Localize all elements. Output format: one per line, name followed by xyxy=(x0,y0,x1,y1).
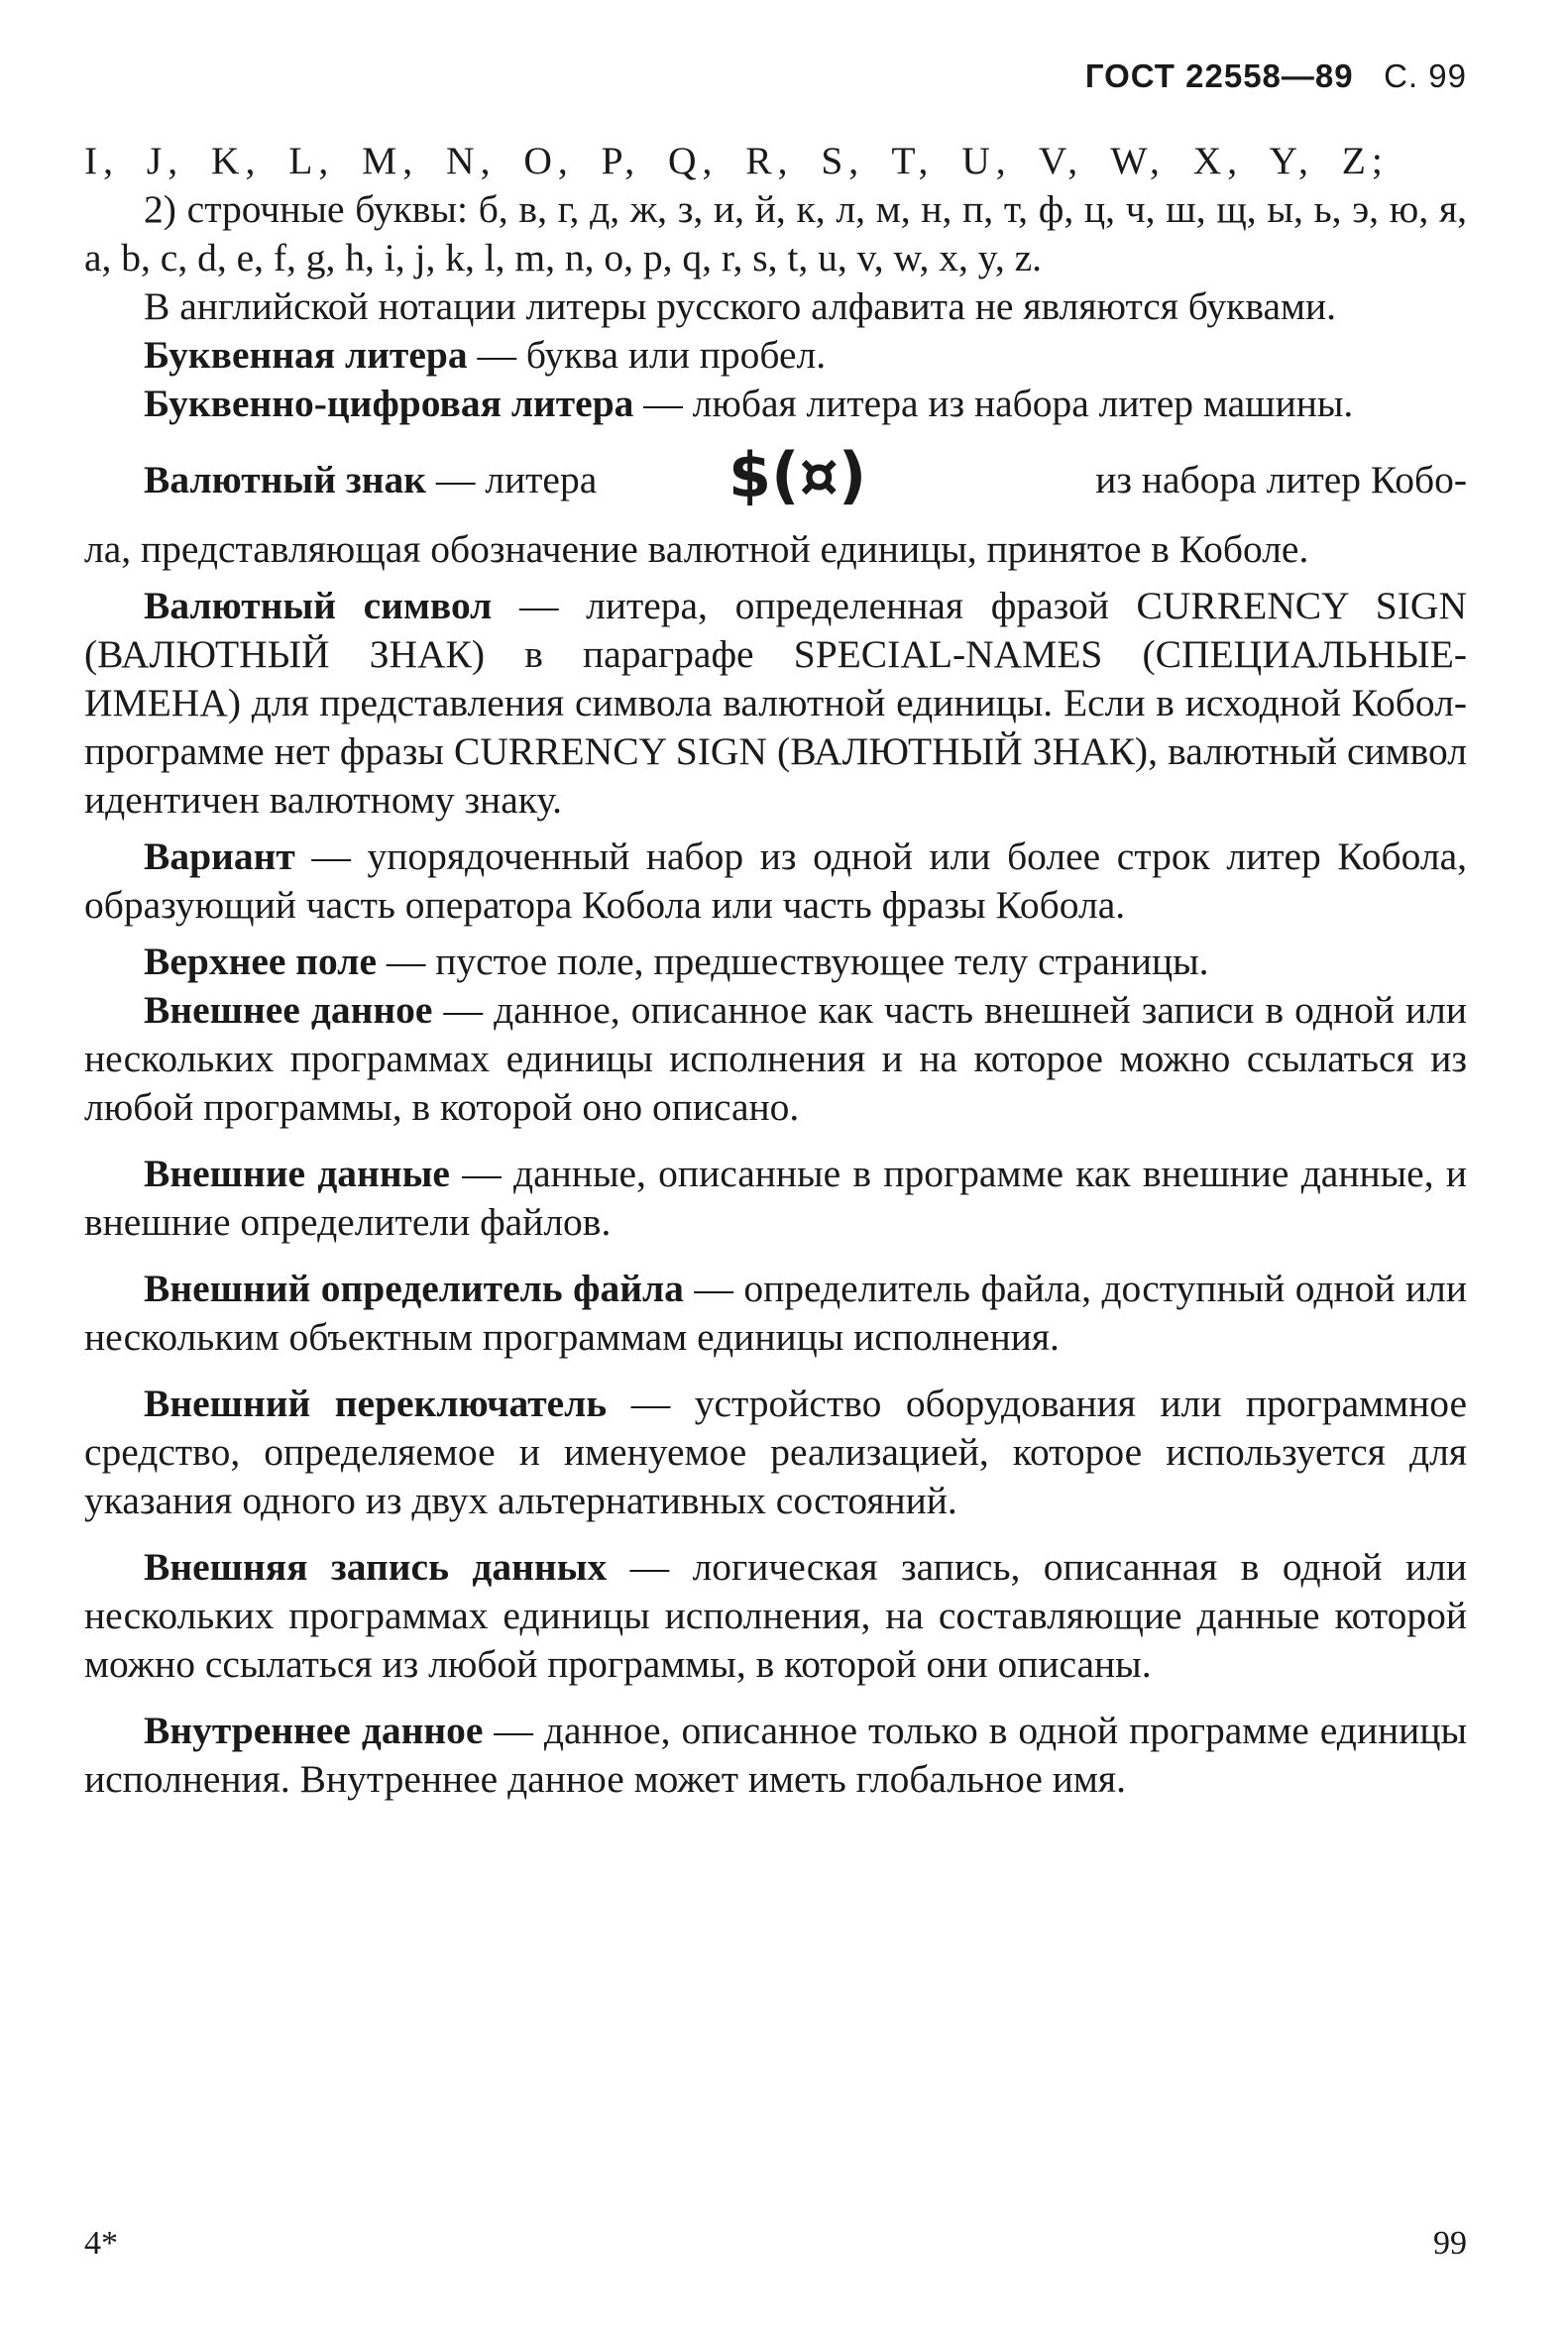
signature-mark: 4* xyxy=(84,2225,118,2262)
document-page xyxy=(84,0,1467,2329)
definition-external-file-connector xyxy=(84,1265,1467,1362)
term: Внешняя запись данных xyxy=(144,1545,608,1589)
term: Внутреннее данное xyxy=(144,1709,484,1752)
definition-text: — литера, определенная фразой CURRENCY SIGN (ВАЛЮТНЫЙ ЗНАК) в параграфе SPECIAL-NAMES (СПЕЦИАЛЬНЫЕ-ИМЕНА) для представления символа валютной единицы. Если в исходной Кобол-программе нет фразы CURRENCY SIGN (ВАЛЮТНЫЙ ЗНАК), валютный символ идентичен валютному знаку. xyxy=(84,584,1467,822)
term: Внешний переключатель xyxy=(144,1382,608,1425)
definition-alphanumeric xyxy=(84,380,1467,428)
page-header xyxy=(1085,57,1467,95)
term: Внешнее данное xyxy=(144,988,433,1032)
definition-text: — любая литера из набора литер машины. xyxy=(633,382,1354,425)
term: Внешний определитель файла xyxy=(144,1267,684,1310)
standard-number: ГОСТ 22558—89 xyxy=(1084,57,1354,94)
term: Вариант xyxy=(144,834,295,878)
definition-variant xyxy=(84,832,1467,930)
definition-internal-data-item xyxy=(84,1707,1467,1804)
definition-letter xyxy=(84,331,1467,380)
definition-external-data xyxy=(84,1150,1467,1247)
term: Внешние данные xyxy=(144,1152,450,1195)
header-page-ref: С. 99 xyxy=(1384,57,1467,94)
definition-text: — данные, описанные в программе как внешние данные, и внешние определители файлов. xyxy=(84,1152,1467,1244)
definition-external-data-record xyxy=(84,1543,1467,1689)
currency-glyph: $(¤) xyxy=(728,439,867,511)
definition-currency-symbol xyxy=(84,582,1467,825)
definition-text: — логическая запись, описанная в одной или нескольких программах единицы исполнения, на составляющие данные которой можно ссылаться из любой программы, в которой они описаны. xyxy=(84,1545,1467,1686)
definition-text: — устройство оборудования или программное средство, определяемое и именуемое реализацией, которое используется для указания одного из двух альтернативных состояний. xyxy=(84,1382,1468,1522)
definition-text: — буква или пробел. xyxy=(467,333,827,377)
definition-text: — упорядоченный набор из одной или более строк литер Кобола, образующий часть оператора Кобола или часть фразы Кобола. xyxy=(84,834,1467,927)
term: Буквенно-цифровая литера xyxy=(144,382,634,425)
definition-external-switch xyxy=(84,1380,1467,1525)
paragraph-uppercase-letters: I, J, K, L, M, N, O, P, Q, R, S, T, U, V, W, X, Y, Z; xyxy=(84,139,1389,182)
definition-text: — пустое поле, предшествующее телу страницы. xyxy=(376,940,1209,983)
term: Буквенная литера xyxy=(144,333,468,377)
paragraph-lowercase-letters: 2) строчные буквы: б, в, г, д, ж, з, и, й, к, л, м, н, п, т, ф, ц, ч, ш, щ, ы, ь, э, ю, я, a, b, c, d, e, f, g, h, i, j, k, l, m, n, o, p, q, r, s, t, u, v, w, x, y, z. xyxy=(84,187,1467,279)
term: Верхнее поле xyxy=(144,940,377,983)
document-body xyxy=(84,137,1467,1804)
definition-currency-sign xyxy=(84,434,1467,525)
definition-text: — данное, описанное только в одной программе единицы исполнения. Внутреннее данное может иметь глобальное имя. xyxy=(84,1709,1467,1801)
term: Валютный символ xyxy=(144,584,493,627)
definition-text: — литера xyxy=(426,458,598,501)
term: Валютный знак xyxy=(144,458,427,501)
currency-sign-start xyxy=(144,456,597,504)
definition-text: — определитель файла, доступный одной или нескольким объектным программам единицы исполнения. xyxy=(84,1267,1467,1359)
definition-external-data-item xyxy=(84,986,1467,1132)
currency-sign-end: из набора литер Кобо- xyxy=(1095,458,1467,501)
definition-top-margin xyxy=(84,938,1467,986)
definition-text: — данное, описанное как часть внешней записи в одной или нескольких программах единицы исполнения и на которое можно ссылаться из любой программы, в которой оно описано. xyxy=(84,988,1467,1129)
paragraph-english-notation: В английской нотации литеры русского алфавита не являются буквами. xyxy=(144,284,1337,328)
definition-currency-sign-continuation: ла, представляющая обозначение валютной единицы, принятое в Коболе. xyxy=(84,527,1309,571)
page-number: 99 xyxy=(1433,2225,1467,2262)
